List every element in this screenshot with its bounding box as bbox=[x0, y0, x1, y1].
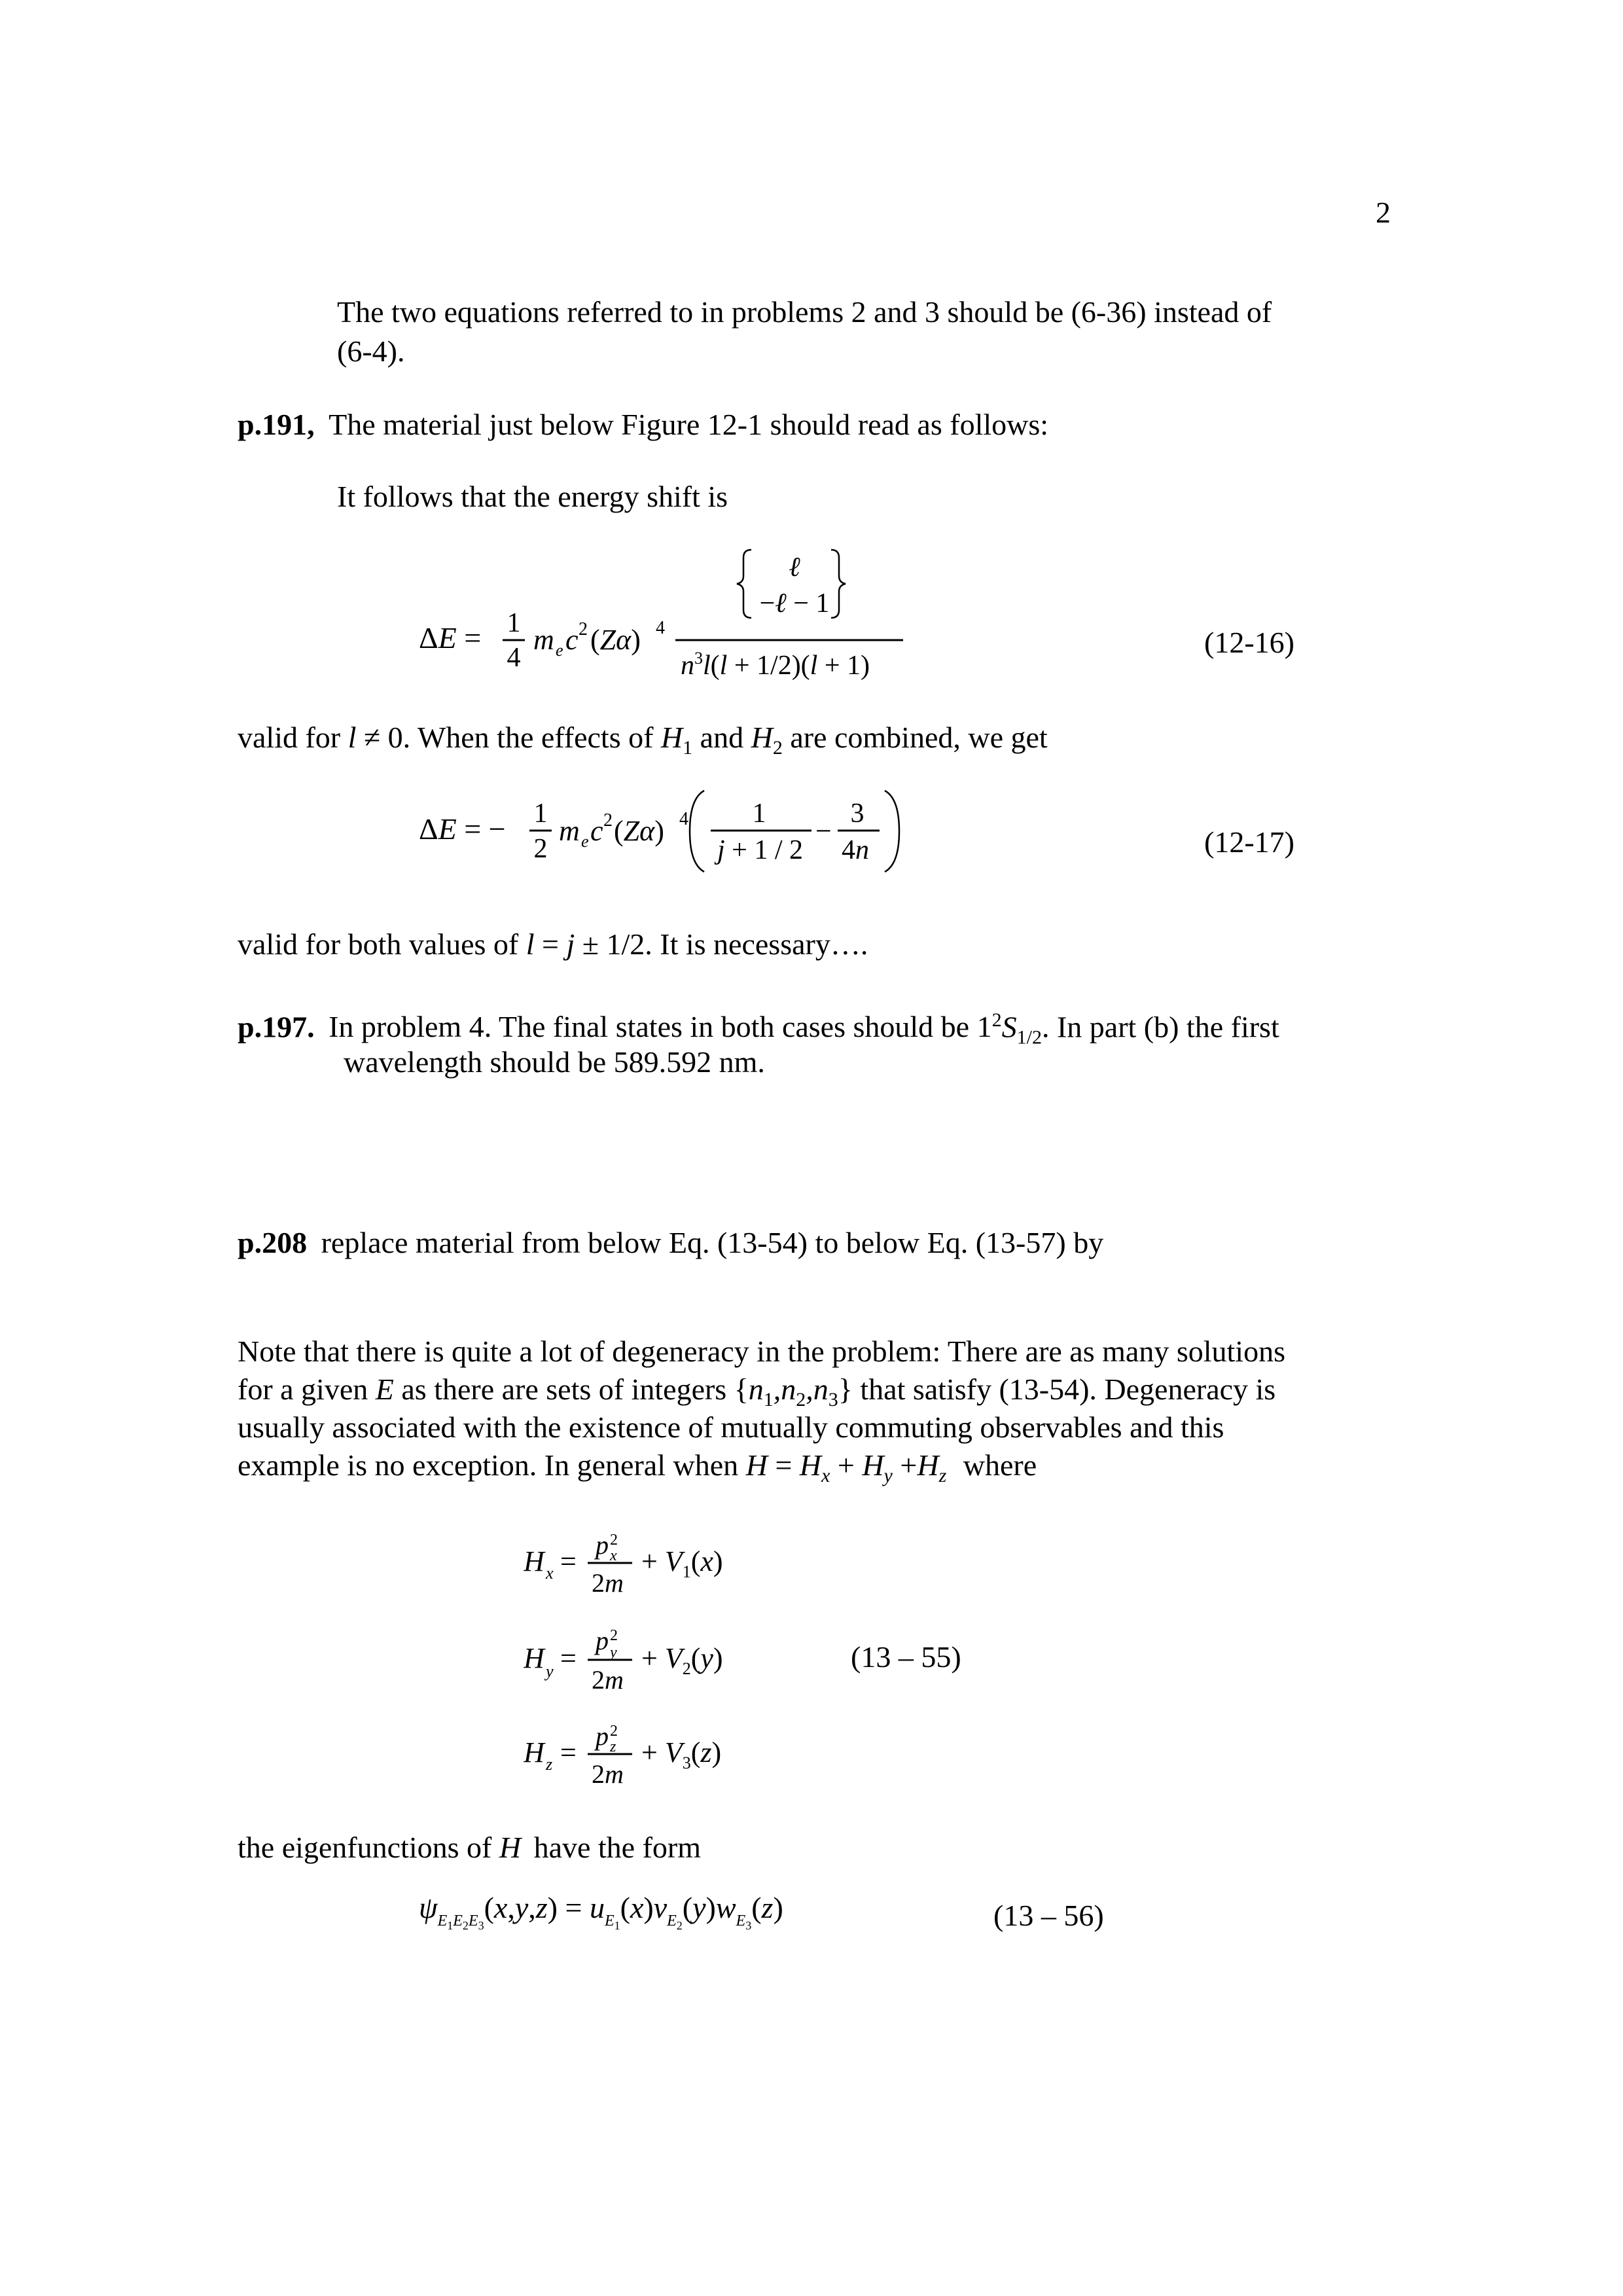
svg-text:H: H bbox=[524, 1545, 544, 1577]
p197-ref: p.197. bbox=[238, 1010, 315, 1044]
svg-text:(Zα): (Zα) bbox=[614, 815, 664, 847]
svg-text:2: 2 bbox=[610, 1723, 618, 1740]
svg-text:2: 2 bbox=[610, 1627, 618, 1644]
note-l2-b: as there are sets of integers { bbox=[393, 1372, 749, 1406]
svg-text:m: m bbox=[533, 624, 554, 656]
eq-label-13-55: (13 – 55) bbox=[851, 1640, 961, 1674]
svg-text:m: m bbox=[559, 815, 580, 847]
valid-line-2 bbox=[238, 925, 868, 963]
math-h1: H bbox=[660, 721, 683, 754]
intro-line-1: The two equations referred to in problems 2 and 3 should be (6-36) instead of bbox=[337, 295, 1272, 329]
p197-text-a: In problem 4. The final states in both cases should be 1 bbox=[329, 1010, 992, 1044]
svg-text:ℓ: ℓ bbox=[789, 552, 800, 583]
svg-text:4n: 4n bbox=[842, 835, 869, 865]
svg-text:ΔE =: ΔE = bbox=[419, 621, 482, 655]
svg-text:x: x bbox=[610, 1547, 617, 1564]
plusminus-symbol: ± bbox=[575, 927, 599, 961]
svg-text:2m: 2m bbox=[592, 1665, 624, 1695]
svg-text:+ V2(y): + $V_2(y)$ bbox=[641, 1642, 723, 1678]
svg-text:4: 4 bbox=[507, 643, 521, 673]
svg-text:1: 1 bbox=[752, 798, 766, 829]
valid1-b: 0. When the effects of bbox=[380, 721, 661, 754]
note-line-4 bbox=[238, 1446, 1037, 1495]
eigen-line bbox=[238, 1829, 701, 1867]
svg-text:+ V3(z): + $V_3(z)$ bbox=[641, 1736, 722, 1772]
math-e: E bbox=[375, 1372, 394, 1406]
eq-symbol: = bbox=[534, 927, 567, 961]
svg-text:ΔE = −: ΔE = − bbox=[419, 812, 506, 846]
math-h2: H bbox=[751, 721, 773, 754]
intro-line-2: (6-4). bbox=[337, 334, 405, 368]
svg-text:=: = bbox=[560, 1736, 577, 1768]
svg-text:j + 1 / 2: j + 1 / 2 bbox=[717, 835, 804, 865]
equation-13-55 bbox=[524, 1518, 798, 1806]
svg-text:2m: 2m bbox=[592, 1568, 624, 1598]
p208-ref: p.208 bbox=[238, 1226, 308, 1259]
svg-text:ψE1E2E3(x,y,z) = uE1(x)vE2(y)w: $\psi_E1E2E3(x,y,z) = u_E1(x)v_E2(y)w_E3(z)$ bbox=[419, 1891, 783, 1932]
math-h2-sub: 2 bbox=[772, 737, 783, 759]
neq-symbol: ≠ bbox=[356, 721, 381, 754]
svg-text:−: − bbox=[815, 815, 832, 847]
svg-text:=: = bbox=[560, 1545, 577, 1577]
note-l2-c: } that satisfy (13-54). Degeneracy is bbox=[838, 1372, 1276, 1406]
valid2-a: valid for both values of bbox=[238, 927, 526, 961]
svg-text:4: 4 bbox=[679, 809, 688, 829]
valid2-b: 1/2. It is necessary…. bbox=[599, 927, 868, 961]
svg-text:n3l(l + 1/2)(l + 1): $n^3l(l + 1/2)(l + 1)$ bbox=[681, 649, 870, 681]
math-l-neq: l bbox=[348, 721, 357, 754]
svg-text:+ V1(x): + $V_1(x)$ bbox=[641, 1545, 723, 1581]
svg-text:p: p bbox=[596, 1721, 609, 1751]
p208-line bbox=[238, 1224, 1103, 1262]
svg-text:z: z bbox=[546, 1755, 553, 1774]
eq-label-12-16: (12-16) bbox=[1204, 626, 1294, 659]
valid-line-1 bbox=[238, 719, 1048, 767]
equation-13-56 bbox=[419, 1885, 916, 1937]
valid1-a: valid for bbox=[238, 721, 348, 754]
note-line-3: usually associated with the existence of mutually commuting observables and this bbox=[238, 1410, 1224, 1444]
svg-text:p: p bbox=[596, 1530, 609, 1560]
equation-12-17 bbox=[419, 779, 916, 877]
eigen-b: have the form bbox=[526, 1831, 702, 1864]
note-l4-b: where bbox=[955, 1448, 1037, 1482]
valid1-d: are combined, we get bbox=[782, 721, 1048, 754]
math-l-eq-j: l bbox=[526, 927, 535, 961]
p208-text: replace material from below Eq. (13-54) to below Eq. (13-57) by bbox=[321, 1226, 1104, 1259]
page-number: 2 bbox=[1376, 196, 1391, 229]
svg-text:2: 2 bbox=[579, 619, 588, 639]
note-l2-a: for a given bbox=[238, 1372, 376, 1406]
svg-text:c: c bbox=[565, 624, 579, 656]
svg-text:e: e bbox=[581, 832, 589, 851]
svg-text:2: 2 bbox=[533, 834, 548, 864]
p191-lead: It follows that the energy shift is bbox=[337, 480, 728, 513]
valid1-c: and bbox=[692, 721, 751, 754]
svg-text:2m: 2m bbox=[592, 1759, 624, 1789]
p191-ref: p.191, bbox=[238, 408, 315, 441]
note-line-1: Note that there is quite a lot of degeneracy in the problem: There are as many solutions bbox=[238, 1335, 1285, 1368]
svg-text:H: H bbox=[524, 1642, 544, 1674]
svg-text:(Zα): (Zα) bbox=[590, 624, 641, 656]
p191-text: The material just below Figure 12-1 should read as follows: bbox=[329, 408, 1049, 441]
math-h: H bbox=[499, 1831, 522, 1864]
svg-text:1: 1 bbox=[507, 608, 521, 638]
math-j: j bbox=[566, 927, 575, 961]
math-n-set: $n_1,n_2,n_3$ bbox=[748, 1372, 838, 1411]
p191-paragraph bbox=[238, 406, 1048, 444]
svg-text:y: y bbox=[546, 1662, 554, 1681]
note-l4-a: example is no exception. In general when bbox=[238, 1448, 746, 1482]
svg-text:H: H bbox=[524, 1736, 544, 1768]
svg-text:e: e bbox=[556, 641, 563, 660]
p197-sub-half: 1/2 bbox=[1016, 1026, 1042, 1049]
svg-text:3: 3 bbox=[850, 798, 865, 829]
svg-text:z: z bbox=[610, 1738, 616, 1755]
svg-text:=: = bbox=[560, 1642, 577, 1674]
svg-text:p: p bbox=[596, 1626, 609, 1655]
eq-label-12-17: (12-17) bbox=[1204, 825, 1294, 859]
svg-text:c: c bbox=[590, 815, 603, 847]
math-h-sum: $H = H_x + H_y +H_z$ bbox=[745, 1448, 947, 1487]
svg-text:1: 1 bbox=[533, 798, 548, 829]
svg-text:4: 4 bbox=[656, 618, 665, 638]
eq-label-13-56: (13 – 56) bbox=[993, 1899, 1104, 1932]
p197-text-b: . In part (b) the first bbox=[1041, 1010, 1279, 1044]
math-s-term: S bbox=[1001, 1010, 1017, 1044]
svg-text:−ℓ − 1: −ℓ − 1 bbox=[759, 588, 830, 619]
p197-line-2: wavelength should be 589.592 nm. bbox=[344, 1045, 765, 1079]
svg-text:y: y bbox=[610, 1644, 617, 1661]
svg-text:x: x bbox=[546, 1564, 554, 1583]
p197-sup-2: 2 bbox=[991, 1009, 1002, 1031]
equation-12-16 bbox=[419, 537, 916, 687]
svg-text:2: 2 bbox=[610, 1532, 618, 1549]
math-h1-sub: 1 bbox=[683, 737, 693, 759]
svg-text:2: 2 bbox=[603, 810, 613, 831]
eigen-a: the eigenfunctions of bbox=[238, 1831, 499, 1864]
